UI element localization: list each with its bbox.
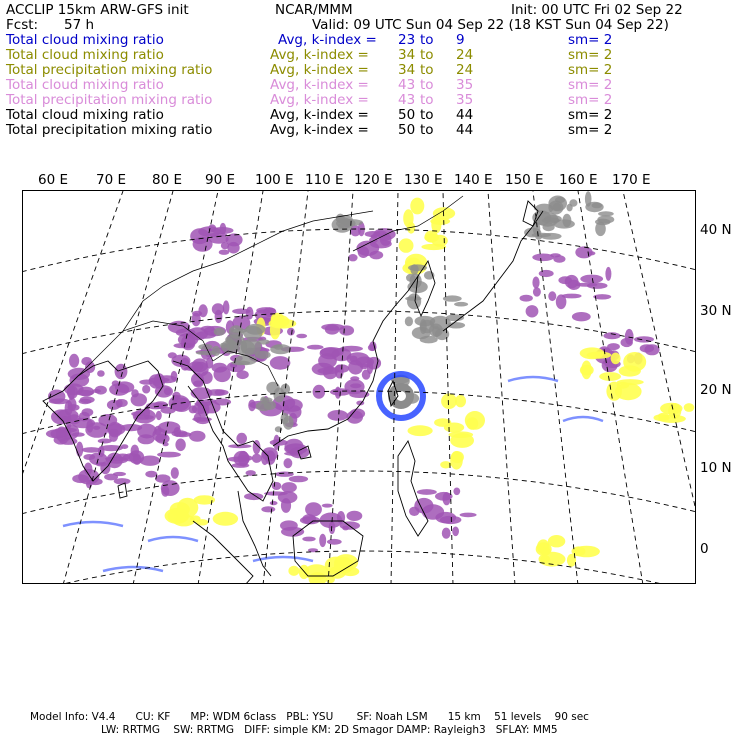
plot-title: ACCLIP 15km ARW-GFS init: [6, 2, 189, 18]
low-cloud-wisp: [563, 417, 603, 421]
upper-cloud-patch: [318, 353, 337, 368]
upper-cloud-patch: [539, 270, 554, 277]
upper-cloud-patch: [328, 410, 349, 421]
mid-cloud-patch: [190, 515, 201, 522]
upper-cloud-patch: [307, 345, 324, 350]
upper-cloud-patch: [220, 223, 227, 235]
mid-cloud-patch: [599, 372, 621, 381]
upper-cloud-patch: [181, 335, 195, 350]
dense-cloud-patch: [241, 340, 247, 353]
upper-cloud-patch: [305, 502, 322, 516]
legend-to: to: [420, 62, 434, 78]
mid-cloud-patch: [617, 379, 644, 385]
upper-cloud-patch: [116, 399, 128, 407]
lon-label: 130 E: [404, 172, 443, 188]
forecast-hours: 57 h: [64, 17, 95, 33]
legend-field: Total cloud mixing ratio: [6, 32, 164, 48]
dense-cloud-patch: [255, 351, 271, 359]
upper-cloud-patch: [171, 467, 179, 479]
dense-cloud-patch: [274, 388, 285, 403]
upper-cloud-patch: [113, 472, 126, 476]
legend-k1: 23: [398, 32, 416, 48]
legend-row: [6, 93, 726, 108]
upper-cloud-patch: [281, 482, 297, 493]
upper-cloud-patch: [580, 275, 603, 284]
upper-cloud-patch: [215, 310, 223, 323]
legend-k2: 24: [456, 62, 474, 78]
upper-cloud-patch: [275, 472, 293, 477]
legend-sm: sm= 2: [568, 122, 613, 138]
mid-cloud-patch: [537, 539, 550, 554]
upper-cloud-patch: [327, 539, 342, 545]
upper-cloud-patch: [232, 463, 250, 468]
upper-cloud-patch: [138, 434, 155, 444]
upper-cloud-patch: [346, 411, 363, 424]
legend-field: Total cloud mixing ratio: [6, 107, 164, 123]
legend-k1: 50: [398, 107, 416, 123]
init-time: Init: 00 UTC Fri 02 Sep 22: [511, 2, 683, 18]
latitude-line: [23, 471, 696, 516]
dense-cloud-patch: [235, 355, 257, 365]
coastline: [398, 441, 428, 536]
legend-avg: Avg, k-index =: [270, 77, 369, 93]
upper-cloud-patch: [55, 428, 77, 433]
legend-k2: 44: [456, 122, 474, 138]
upper-cloud-patch: [302, 537, 315, 542]
model-info-line2: LW: RRTMG SW: RRTMG DIFF: simple KM: 2D Smagor DAMP: Rayleigh3 SFLAY: MM5: [101, 724, 558, 736]
lon-label: 170 E: [612, 172, 651, 188]
lon-label: 150 E: [505, 172, 544, 188]
dense-cloud-patch: [246, 324, 266, 335]
legend-field: Total cloud mixing ratio: [6, 47, 164, 63]
upper-cloud-patch: [607, 343, 620, 350]
upper-cloud-patch: [605, 267, 611, 281]
lon-label: 60 E: [38, 172, 68, 188]
upper-cloud-patch: [142, 385, 150, 394]
coastline: [193, 521, 253, 584]
upper-cloud-patch: [192, 358, 208, 372]
legend-sm: sm= 2: [568, 77, 613, 93]
upper-cloud-patch: [532, 277, 539, 289]
legend-to: to: [420, 32, 434, 48]
upper-cloud-patch: [603, 332, 620, 339]
upper-cloud-patch: [223, 300, 230, 314]
legend-k2: 35: [456, 92, 474, 108]
upper-cloud-patch: [417, 489, 437, 495]
mid-cloud-patch: [619, 365, 641, 376]
upper-cloud-patch: [131, 393, 147, 406]
lon-label: 90 E: [205, 172, 235, 188]
upper-cloud-patch: [109, 431, 118, 442]
dense-cloud-patch: [595, 222, 606, 236]
upper-cloud-patch: [347, 511, 363, 521]
dense-cloud-patch: [405, 296, 421, 300]
mid-cloud-patch: [548, 535, 565, 547]
upper-cloud-patch: [272, 482, 282, 490]
longitude-line: [443, 191, 453, 584]
upper-cloud-patch: [248, 400, 256, 412]
legend-k2: 35: [456, 77, 474, 93]
upper-cloud-patch: [175, 439, 185, 452]
dense-cloud-patch: [336, 215, 353, 224]
legend-row: [6, 78, 726, 93]
legend-k1: 43: [398, 77, 416, 93]
legend-to: to: [420, 77, 434, 93]
dense-cloud-patch: [405, 317, 413, 327]
dense-cloud-patch: [598, 211, 614, 216]
upper-cloud-patch: [98, 446, 105, 457]
mid-cloud-patch: [270, 321, 280, 340]
lon-label: 110 E: [305, 172, 344, 188]
mid-cloud-patch: [444, 423, 464, 433]
upper-cloud-patch: [284, 458, 293, 468]
upper-cloud-patch: [532, 254, 554, 262]
upper-cloud-patch: [215, 389, 225, 395]
legend-sm: sm= 2: [568, 92, 613, 108]
legend-row: [6, 33, 726, 48]
low-cloud-wisp: [253, 557, 313, 561]
legend-row: [6, 123, 726, 138]
upper-cloud-patch: [131, 445, 139, 457]
upper-cloud-patch: [219, 250, 230, 255]
upper-cloud-patch: [323, 366, 337, 379]
legend-to: to: [420, 92, 434, 108]
mid-cloud-patch: [449, 431, 474, 438]
upper-cloud-patch: [296, 334, 307, 339]
lat-label: 0: [700, 541, 709, 557]
mid-cloud-patch: [410, 198, 424, 215]
upper-cloud-patch: [548, 291, 556, 301]
upper-cloud-patch: [262, 447, 278, 461]
upper-cloud-patch: [69, 354, 79, 368]
upper-cloud-patch: [339, 325, 354, 335]
upper-cloud-patch: [161, 480, 180, 496]
upper-cloud-patch: [145, 471, 157, 478]
mid-cloud-patch: [213, 512, 238, 526]
dense-cloud-patch: [446, 314, 464, 321]
upper-cloud-patch: [156, 411, 162, 420]
mid-cloud-patch: [399, 238, 414, 252]
coastline: [118, 483, 127, 498]
mid-cloud-patch: [466, 417, 478, 430]
upper-cloud-patch: [356, 241, 379, 256]
dense-cloud-patch: [256, 402, 272, 412]
legend-avg: Avg, k-index =: [270, 47, 369, 63]
upper-cloud-patch: [232, 309, 250, 315]
upper-cloud-patch: [348, 254, 357, 261]
legend-sm: sm= 2: [568, 32, 613, 48]
upper-cloud-patch: [157, 452, 181, 458]
upper-cloud-patch: [289, 476, 308, 483]
upper-cloud-patch: [442, 528, 451, 539]
dense-cloud-patch: [432, 326, 440, 337]
dense-cloud-patch: [540, 233, 561, 240]
lon-label: 70 E: [96, 172, 126, 188]
legend-k1: 34: [398, 62, 416, 78]
upper-cloud-patch: [97, 370, 105, 377]
upper-cloud-patch: [344, 379, 364, 394]
upper-cloud-patch: [453, 488, 460, 496]
forecast-map: [22, 190, 696, 584]
upper-cloud-patch: [174, 427, 182, 437]
upper-cloud-patch: [287, 328, 295, 336]
longitude-line: [488, 191, 515, 584]
dense-cloud-patch: [420, 319, 427, 334]
model-info-line1: Model Info: V4.4 CU: KF MP: WDM 6class PBL: YSU SF: Noah LSM 15 km 51 levels 90 sec: [30, 711, 589, 723]
mid-cloud-patch: [408, 425, 433, 436]
dense-cloud-patch: [214, 328, 225, 336]
legend-avg: Avg, k-index =: [270, 107, 369, 123]
legend-sm: sm= 2: [568, 107, 613, 123]
upper-cloud-patch: [319, 534, 326, 547]
dense-cloud-patch: [454, 302, 468, 307]
legend-field: Total precipitation mixing ratio: [6, 92, 213, 108]
dense-cloud-patch: [231, 329, 247, 334]
legend-avg: Avg, k-index =: [270, 92, 369, 108]
upper-cloud-patch: [634, 336, 654, 342]
lon-label: 160 E: [559, 172, 598, 188]
lat-label: 40 N: [700, 222, 732, 238]
dense-cloud-patch: [198, 344, 212, 350]
lon-label: 120 E: [354, 172, 393, 188]
dense-cloud-patch: [338, 223, 344, 228]
dense-cloud-patch: [420, 336, 438, 344]
legend-k1: 34: [398, 47, 416, 63]
legend-row: [6, 63, 726, 78]
upper-cloud-patch: [322, 504, 333, 508]
upper-cloud-patch: [409, 507, 420, 516]
upper-cloud-patch: [168, 352, 177, 358]
legend-field: Total cloud mixing ratio: [6, 77, 164, 93]
mid-cloud-patch: [403, 209, 413, 227]
legend-field: Total precipitation mixing ratio: [6, 122, 213, 138]
upper-cloud-patch: [350, 356, 358, 362]
lat-label: 20 N: [700, 382, 732, 398]
upper-cloud-patch: [533, 287, 541, 296]
upper-cloud-patch: [190, 228, 209, 244]
legend-sm: sm= 2: [568, 47, 613, 63]
legend-avg: Avg, k-index =: [270, 122, 369, 138]
upper-cloud-patch: [644, 344, 659, 355]
upper-cloud-patch: [435, 512, 456, 523]
upper-cloud-patch: [572, 312, 591, 321]
legend-avg: Avg, k-index =: [278, 32, 377, 48]
upper-cloud-patch: [121, 444, 128, 449]
upper-cloud-patch: [278, 491, 298, 503]
upper-cloud-patch: [325, 324, 340, 334]
mid-cloud-patch: [684, 403, 695, 412]
dense-cloud-patch: [585, 191, 592, 206]
upper-cloud-patch: [114, 478, 131, 484]
mid-cloud-patch: [658, 413, 669, 419]
dense-cloud-patch: [407, 293, 421, 309]
dense-cloud-patch: [257, 339, 269, 344]
center-label: NCAR/MMM: [275, 2, 353, 18]
upper-cloud-patch: [198, 304, 207, 317]
dense-cloud-patch: [553, 219, 575, 228]
mid-cloud-patch: [451, 451, 464, 463]
dense-cloud-patch: [196, 351, 217, 356]
upper-cloud-patch: [526, 305, 539, 317]
upper-cloud-patch: [67, 404, 79, 411]
upper-cloud-patch: [556, 294, 567, 309]
upper-cloud-patch: [72, 432, 85, 436]
legend-row: [6, 48, 726, 63]
low-cloud-wisp: [103, 567, 163, 571]
map-canvas: [23, 191, 696, 584]
lon-label: 100 E: [255, 172, 294, 188]
legend-sm: sm= 2: [568, 62, 613, 78]
legend-row: [6, 108, 726, 123]
upper-cloud-patch: [367, 357, 382, 370]
mid-cloud-patch: [580, 365, 594, 376]
legend-to: to: [420, 122, 434, 138]
upper-cloud-patch: [443, 492, 451, 505]
upper-cloud-patch: [261, 506, 275, 512]
longitude-line: [533, 191, 578, 584]
upper-cloud-patch: [270, 501, 278, 505]
upper-cloud-patch: [212, 363, 228, 373]
upper-cloud-patch: [86, 420, 93, 433]
upper-cloud-patch: [93, 426, 100, 430]
coastline: [238, 491, 271, 576]
upper-cloud-patch: [362, 370, 371, 380]
legend-field: Total precipitation mixing ratio: [6, 62, 213, 78]
mid-cloud-patch: [587, 352, 612, 359]
upper-cloud-patch: [95, 386, 107, 395]
upper-cloud-patch: [284, 443, 307, 454]
dense-cloud-patch: [553, 203, 561, 211]
upper-cloud-patch: [568, 280, 581, 290]
mid-cloud-patch: [325, 557, 347, 575]
valid-time: Valid: 09 UTC Sun 04 Sep 22 (18 KST Sun 04 Sep 22): [312, 17, 669, 33]
upper-cloud-patch: [83, 454, 95, 460]
upper-cloud-patch: [76, 390, 94, 396]
mid-cloud-patch: [611, 353, 621, 365]
upper-cloud-patch: [252, 454, 262, 463]
upper-cloud-patch: [270, 356, 291, 370]
lat-label: 10 N: [700, 460, 732, 476]
mid-cloud-patch: [326, 576, 335, 584]
forecast-label: Fcst:: [6, 17, 39, 33]
upper-cloud-patch: [228, 444, 251, 448]
legend-k2: 9: [456, 32, 465, 48]
upper-cloud-patch: [236, 433, 247, 444]
mid-cloud-patch: [441, 393, 457, 409]
upper-cloud-patch: [189, 431, 205, 442]
upper-cloud-patch: [140, 456, 161, 466]
upper-cloud-patch: [280, 520, 298, 530]
mid-cloud-patch: [606, 382, 622, 401]
mid-cloud-patch: [573, 546, 600, 558]
legend-to: to: [420, 107, 434, 123]
legend-k2: 44: [456, 107, 474, 123]
upper-cloud-patch: [72, 474, 89, 483]
legend-k1: 50: [398, 122, 416, 138]
upper-cloud-patch: [460, 513, 477, 518]
legend-to: to: [420, 47, 434, 63]
low-cloud-wisp: [63, 522, 123, 526]
low-cloud-wisp: [508, 377, 558, 381]
dense-cloud-patch: [543, 223, 555, 231]
dense-cloud-patch: [569, 199, 577, 207]
mid-cloud-patch: [165, 508, 190, 524]
dense-cloud-patch: [410, 264, 418, 275]
lon-label: 140 E: [454, 172, 493, 188]
upper-cloud-patch: [79, 399, 92, 404]
upper-cloud-patch: [68, 384, 76, 400]
legend-avg: Avg, k-index =: [270, 62, 369, 78]
lon-label: 80 E: [152, 172, 182, 188]
lat-label: 30 N: [700, 303, 732, 319]
upper-cloud-patch: [373, 228, 395, 240]
upper-cloud-patch: [202, 401, 221, 413]
low-cloud-wisp: [148, 537, 198, 541]
upper-cloud-patch: [520, 295, 533, 302]
legend-k1: 43: [398, 92, 416, 108]
dense-cloud-patch: [274, 345, 283, 350]
legend-k2: 24: [456, 47, 474, 63]
upper-cloud-patch: [452, 527, 459, 537]
mid-cloud-patch: [288, 566, 299, 576]
